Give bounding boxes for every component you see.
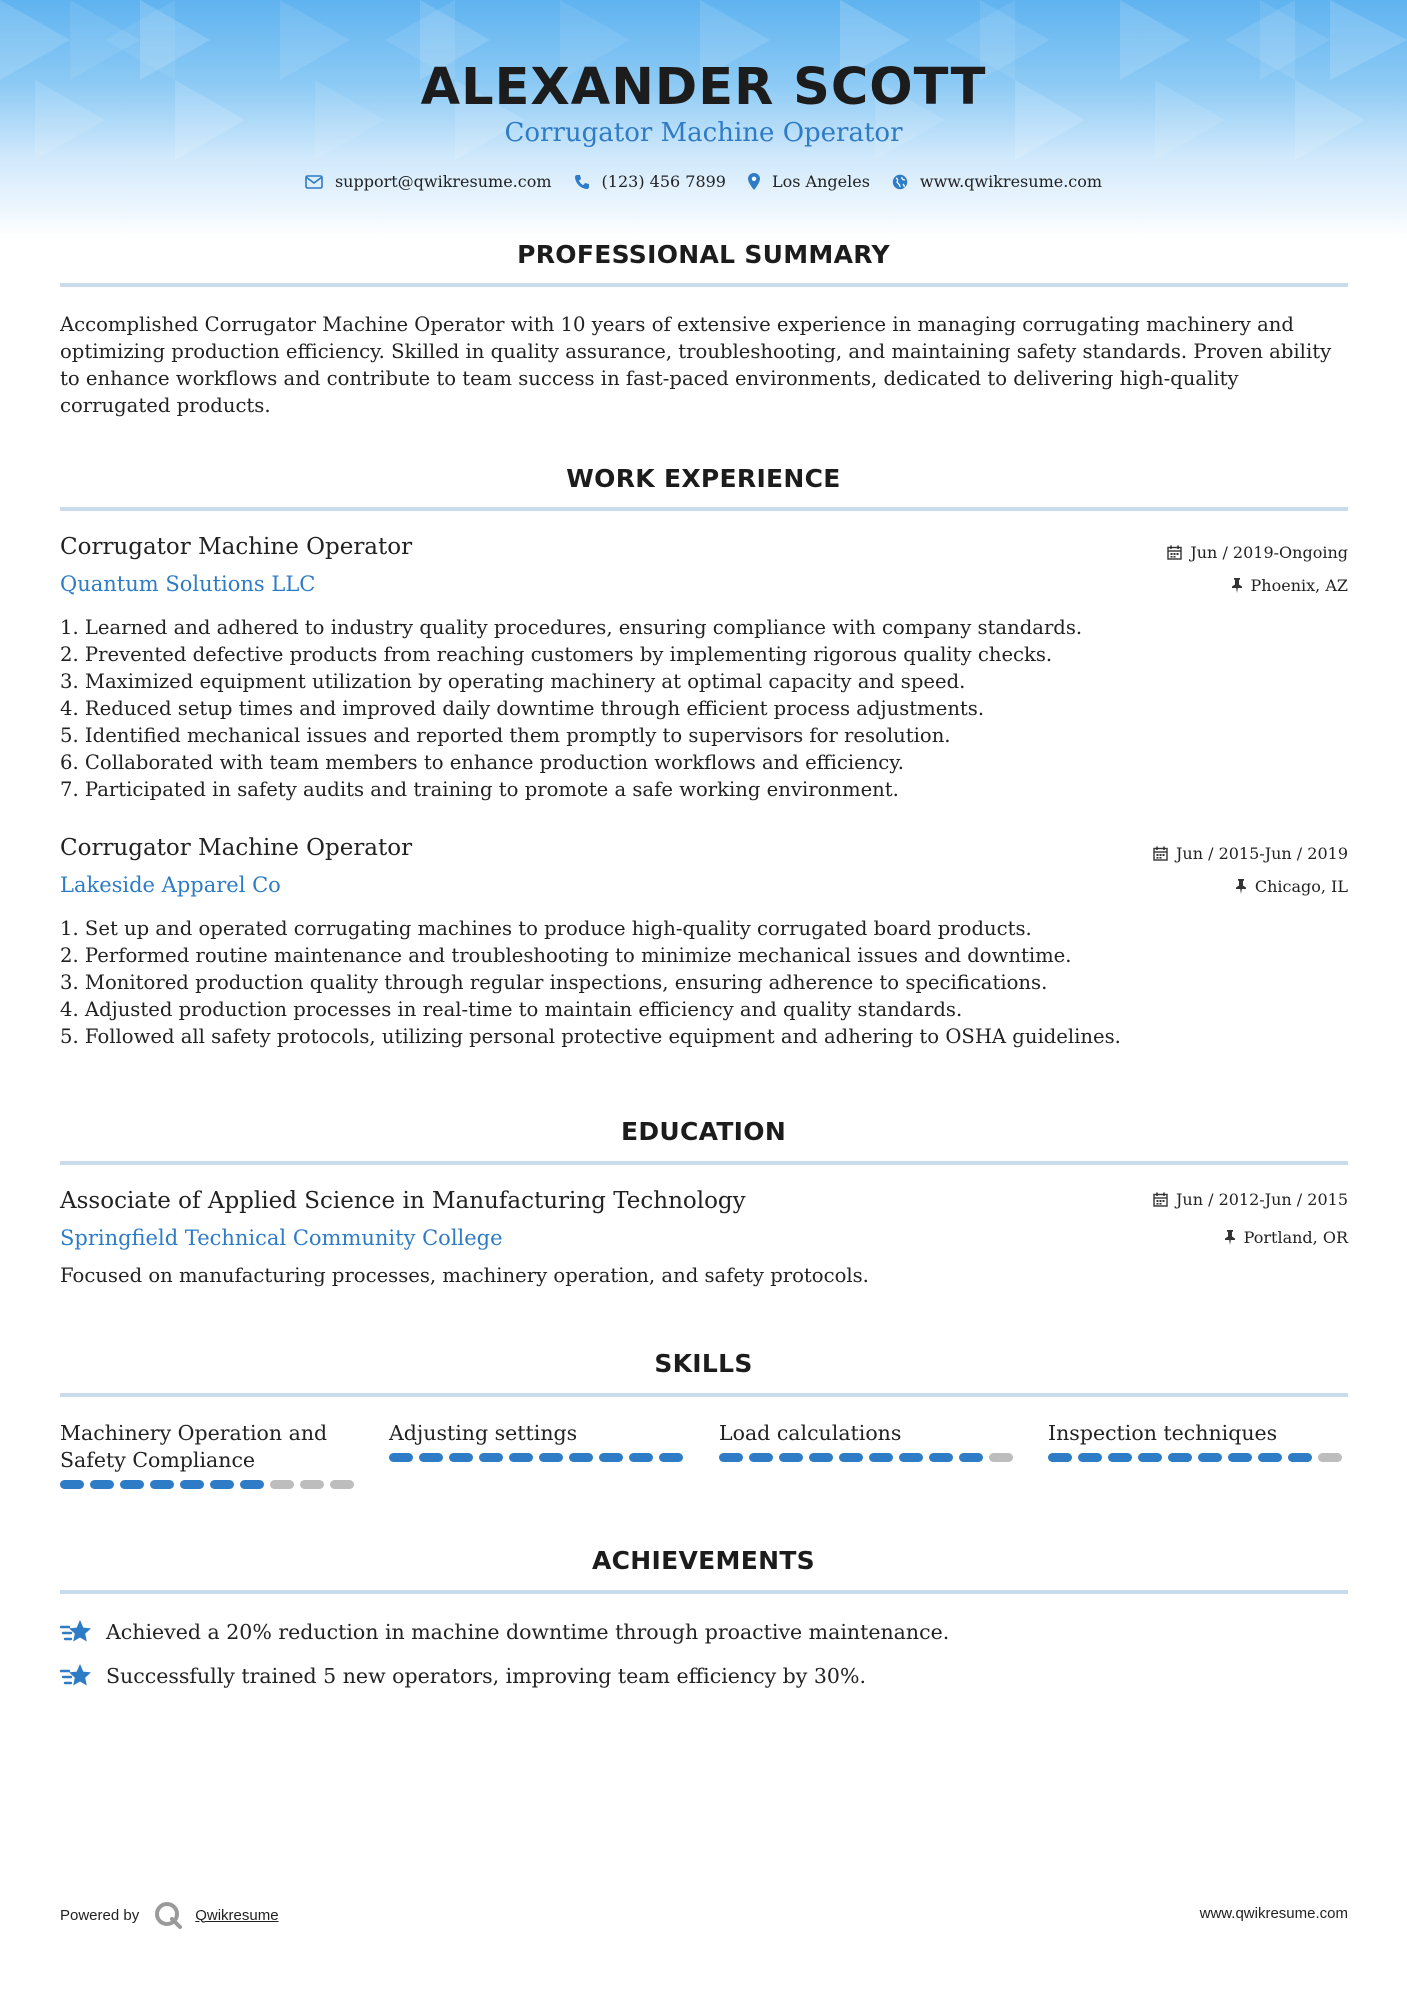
skill-rating-bar	[389, 1453, 689, 1462]
list-item: 2. Prevented defective products from reaching customers by implementing rigorous quality checks.	[60, 643, 1053, 666]
list-item: 1. Set up and operated corrugating machines to produce high-quality corrugated board products.	[60, 917, 1032, 940]
job-bullets	[60, 614, 1320, 803]
job-location	[1231, 576, 1348, 595]
achievement-text: Successfully trained 5 new operators, improving team efficiency by 30%.	[106, 1664, 866, 1688]
calendar-icon	[1167, 545, 1182, 560]
envelope-icon	[305, 175, 323, 189]
skill-segment-filled	[869, 1453, 893, 1462]
globe-icon	[892, 174, 908, 190]
contact-email[interactable]	[305, 172, 552, 191]
skill-rating-bar	[1048, 1453, 1348, 1462]
skill-segment-filled	[240, 1480, 264, 1489]
contact-bar	[0, 172, 1407, 191]
skill-segment-empty	[1318, 1453, 1342, 1462]
skill-segment-filled	[1258, 1453, 1282, 1462]
skill-segment-filled	[389, 1453, 413, 1462]
list-item: 7. Participated in safety audits and training to promote a safe working environment.	[60, 778, 899, 801]
job-location-text: Phoenix, AZ	[1250, 576, 1348, 595]
achievement-item	[60, 1618, 949, 1646]
education-location-text: Portland, OR	[1243, 1228, 1348, 1247]
job-company: Quantum Solutions LLC	[60, 572, 316, 596]
skill-item	[60, 1420, 360, 1489]
skill-segment-empty	[989, 1453, 1013, 1462]
skill-item	[1048, 1420, 1348, 1462]
skill-segment-filled	[90, 1480, 114, 1489]
list-item: 5. Identified mechanical issues and reported them promptly to supervisors for resolution.	[60, 724, 951, 747]
qwikresume-logo-icon	[153, 1900, 183, 1930]
skill-segment-filled	[1048, 1453, 1072, 1462]
section-title-achievements: ACHIEVEMENTS	[592, 1546, 815, 1575]
section-divider	[60, 1393, 1348, 1397]
skill-segment-filled	[629, 1453, 653, 1462]
skill-segment-filled	[180, 1480, 204, 1489]
education-school: Springfield Technical Community College	[60, 1226, 503, 1250]
skill-segment-filled	[779, 1453, 803, 1462]
skill-name: Load calculations	[719, 1421, 902, 1445]
education-location	[1224, 1228, 1348, 1247]
skill-segment-filled	[1198, 1453, 1222, 1462]
skill-segment-filled	[719, 1453, 743, 1462]
location-text: Los Angeles	[771, 172, 870, 191]
list-item: 1. Learned and adhered to industry quality procedures, ensuring compliance with company standards.	[60, 616, 1083, 639]
pushpin-icon	[1231, 578, 1243, 593]
skill-segment-filled	[539, 1453, 563, 1462]
email-text: support@qwikresume.com	[334, 172, 552, 191]
skill-segment-filled	[809, 1453, 833, 1462]
section-title-summary: PROFESSIONAL SUMMARY	[517, 240, 890, 269]
job-title: Corrugator Machine Operator	[60, 534, 413, 560]
skill-segment-filled	[1108, 1453, 1132, 1462]
powered-by-label: Powered by	[60, 1906, 140, 1924]
skill-segment-filled	[1228, 1453, 1252, 1462]
skill-segment-filled	[60, 1480, 84, 1489]
skill-item	[719, 1420, 1019, 1462]
skill-segment-filled	[120, 1480, 144, 1489]
job-location-text: Chicago, IL	[1254, 877, 1348, 896]
summary-text: Accomplished Corrugator Machine Operator with 10 years of extensive experience in managing corrugating machinery and optimizing production efficiency. Skilled in quality assurance, troubleshooting, and maintaining safety standards. Proven ability to enhance workflows and contribute to team success in fast-paced environments, dedicated to delivering high-quality corrugated products.	[60, 313, 1332, 417]
section-divider	[60, 507, 1348, 511]
skill-segment-filled	[1168, 1453, 1192, 1462]
education-dates	[1153, 1190, 1348, 1209]
skill-segment-filled	[419, 1453, 443, 1462]
job-title: Corrugator Machine Operator	[60, 835, 413, 861]
calendar-icon	[1153, 846, 1168, 861]
skill-segment-empty	[270, 1480, 294, 1489]
list-item: 3. Monitored production quality through regular inspections, ensuring adherence to specifications.	[60, 971, 1048, 994]
phone-icon	[574, 174, 590, 190]
job-dates	[1153, 844, 1348, 863]
star-icon	[60, 1662, 92, 1690]
job-dates	[1167, 543, 1348, 562]
section-divider	[60, 283, 1348, 287]
contact-website[interactable]	[892, 172, 1102, 191]
website-text: www.qwikresume.com	[919, 172, 1103, 191]
skill-segment-filled	[509, 1453, 533, 1462]
candidate-name: ALEXANDER SCOTT	[420, 58, 987, 117]
calendar-icon	[1153, 1192, 1168, 1207]
job-dates-text: Jun / 2019-Ongoing	[1190, 543, 1348, 562]
skill-name: Inspection techniques	[1048, 1421, 1278, 1445]
skill-segment-filled	[210, 1480, 234, 1489]
star-icon	[60, 1618, 92, 1646]
skill-segment-filled	[599, 1453, 623, 1462]
section-divider	[60, 1161, 1348, 1165]
skill-segment-filled	[929, 1453, 953, 1462]
section-divider	[60, 1590, 1348, 1594]
footer-site-link[interactable]: www.qwikresume.com	[1199, 1905, 1348, 1922]
job-bullets	[60, 915, 1320, 1050]
skill-segment-filled	[1078, 1453, 1102, 1462]
education-dates-text: Jun / 2012-Jun / 2015	[1175, 1190, 1348, 1209]
footer-powered-by	[60, 1900, 279, 1930]
section-title-education: EDUCATION	[620, 1117, 787, 1146]
list-item: 4. Adjusted production processes in real-time to maintain efficiency and quality standards.	[60, 998, 963, 1021]
contact-phone[interactable]	[574, 172, 726, 191]
list-item: 5. Followed all safety protocols, utilizing personal protective equipment and adhering to OSHA guidelines.	[60, 1025, 1121, 1048]
section-title-experience: WORK EXPERIENCE	[566, 464, 841, 493]
education-description: Focused on manufacturing processes, machinery operation, and safety protocols.	[60, 1264, 869, 1287]
list-item: 2. Performed routine maintenance and troubleshooting to minimize mechanical issues and downtime.	[60, 944, 1072, 967]
skill-segment-filled	[150, 1480, 174, 1489]
skill-segment-filled	[449, 1453, 473, 1462]
skill-segment-filled	[659, 1453, 683, 1462]
list-item: 3. Maximized equipment utilization by operating machinery at optimal capacity and speed.	[60, 670, 966, 693]
skill-segment-filled	[479, 1453, 503, 1462]
skill-item	[389, 1420, 689, 1462]
phone-text: (123) 456 7899	[601, 172, 726, 191]
skill-rating-bar	[60, 1480, 360, 1489]
skill-segment-filled	[749, 1453, 773, 1462]
pushpin-icon	[1235, 879, 1247, 894]
skill-segment-filled	[959, 1453, 983, 1462]
skill-name: Adjusting settings	[389, 1421, 578, 1445]
job-dates-text: Jun / 2015-Jun / 2019	[1175, 844, 1348, 863]
skill-segment-filled	[1138, 1453, 1162, 1462]
achievement-item	[60, 1662, 866, 1690]
section-title-skills: SKILLS	[654, 1349, 753, 1378]
achievement-text: Achieved a 20% reduction in machine downtime through proactive maintenance.	[106, 1620, 950, 1644]
map-pin-icon	[748, 173, 760, 190]
pushpin-icon	[1224, 1230, 1236, 1245]
job-location	[1235, 877, 1348, 896]
education-degree: Associate of Applied Science in Manufacturing Technology	[60, 1188, 746, 1214]
list-item: 6. Collaborated with team members to enhance production workflows and efficiency.	[60, 751, 904, 774]
skill-segment-filled	[839, 1453, 863, 1462]
skill-rating-bar	[719, 1453, 1019, 1462]
skill-segment-empty	[330, 1480, 354, 1489]
list-item: 4. Reduced setup times and improved daily downtime through efficient process adjustments.	[60, 697, 985, 720]
skill-segment-empty	[300, 1480, 324, 1489]
skill-segment-filled	[569, 1453, 593, 1462]
contact-location	[748, 172, 870, 191]
skill-name: Machinery Operation and Safety Compliance	[60, 1421, 328, 1472]
qwikresume-link[interactable]: Qwikresume	[195, 1906, 279, 1924]
candidate-title: Corrugator Machine Operator	[504, 118, 903, 148]
job-company: Lakeside Apparel Co	[60, 873, 281, 897]
skill-segment-filled	[1288, 1453, 1312, 1462]
skill-segment-filled	[899, 1453, 923, 1462]
